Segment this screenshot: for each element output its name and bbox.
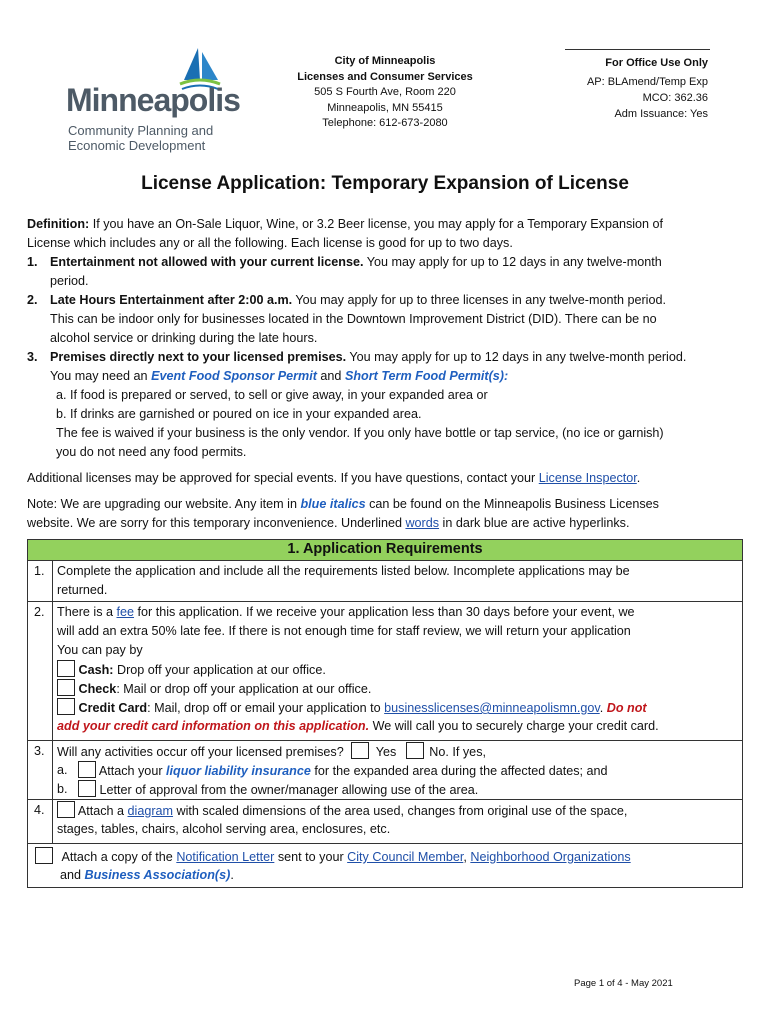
yes-checkbox[interactable] bbox=[351, 742, 369, 759]
row-divider bbox=[28, 601, 742, 602]
item-3-pre: You may need an bbox=[50, 369, 152, 383]
item-2-line-3: alcohol service or drinking during the late hours. bbox=[50, 331, 318, 345]
address-line-2: Minneapolis, MN 55415 bbox=[327, 101, 443, 114]
notification-letter-link[interactable]: Notification Letter bbox=[176, 850, 275, 864]
office-use-title: For Office Use Only bbox=[605, 57, 708, 69]
definition-text: If you have an On-Sale Liquor, Wine, or 3.2 Beer license, you may apply for a Temporary Expansion of bbox=[89, 217, 664, 231]
row-divider bbox=[28, 740, 742, 741]
note-mid: can be found on the Minneapolis Business Licenses bbox=[365, 497, 659, 511]
req-5-pre: Attach a copy of the bbox=[61, 850, 177, 864]
item-3-fee-2: you do not need any food permits. bbox=[56, 445, 247, 459]
office-use-line-3: Adm Issuance: Yes bbox=[614, 108, 708, 120]
fee-link[interactable]: fee bbox=[116, 605, 135, 619]
logo-wordmark: Minneapolis bbox=[66, 82, 240, 118]
no-label: No. If yes, bbox=[429, 745, 486, 759]
item-3-line-2 bbox=[50, 367, 508, 386]
item-2-num: 2. bbox=[27, 293, 38, 307]
definition-line-2: License which includes any or all the following. Each license is good for up to two days. bbox=[27, 236, 513, 250]
check-option bbox=[57, 679, 371, 699]
page-title: License Application: Temporary Expansion of License bbox=[141, 173, 629, 194]
req-3b-line bbox=[78, 780, 478, 800]
event-food-sponsor-permit: Event Food Sponsor Permit bbox=[151, 369, 317, 383]
words-link-sample[interactable]: words bbox=[405, 516, 440, 530]
req-3-question: Will any activities occur off your licensed premises? bbox=[57, 745, 344, 759]
org-division: Licenses and Consumer Services bbox=[297, 70, 473, 83]
req-3-num: 3. bbox=[34, 744, 45, 758]
liquor-liability-insurance: liquor liability insurance bbox=[166, 764, 311, 778]
item-3-heading: Premises directly next to your licensed premises. bbox=[50, 350, 347, 364]
req-2-line-1 bbox=[57, 603, 635, 622]
cc-warning-1: Do not bbox=[606, 701, 647, 715]
check-text: : Mail or drop off your application at our office. bbox=[116, 682, 372, 696]
cash-option bbox=[57, 660, 326, 680]
item-3-sub-b: b. If drinks are garnished or poured on ice in your expanded area. bbox=[56, 407, 422, 421]
req-3b-num: b. bbox=[57, 782, 68, 796]
item-1-text: You may apply for up to 12 days in any twelve-month bbox=[363, 255, 662, 269]
item-3-fee-1: The fee is waived if your business is the only vendor. If you only have bottle or tap service, (no ice or garnish) bbox=[56, 426, 664, 440]
note-line-2 bbox=[27, 514, 629, 533]
row-divider bbox=[28, 799, 742, 800]
req-1-num: 1. bbox=[34, 564, 45, 578]
req-3a-pre: Attach your bbox=[98, 764, 167, 778]
req-4-num: 4. bbox=[34, 803, 45, 817]
req-5-line-2 bbox=[60, 866, 234, 885]
item-1-line-2: period. bbox=[50, 274, 89, 288]
yes-label: Yes bbox=[375, 745, 397, 759]
neighborhood-organizations-link[interactable]: Neighborhood Organizations bbox=[470, 850, 631, 864]
additional-licenses-line bbox=[27, 469, 640, 488]
req-3-line-1 bbox=[57, 742, 486, 762]
item-2-line-1 bbox=[50, 291, 666, 310]
section-1-header: 1. Application Requirements bbox=[28, 540, 742, 561]
logo-subtitle-1: Community Planning and bbox=[68, 123, 214, 138]
page-footer: Page 1 of 4 - May 2021 bbox=[574, 978, 673, 989]
notification-letter-checkbox[interactable] bbox=[35, 847, 53, 864]
credit-card-line-2 bbox=[57, 717, 659, 736]
definition-label: Definition: bbox=[27, 217, 90, 231]
item-2-line-2: This can be indoor only for businesses located in the Downtown Improvement District (DID). There can be no bbox=[50, 312, 657, 326]
item-3-sub-a: a. If food is prepared or served, to sell or give away, in your expanded area or bbox=[56, 388, 488, 402]
req-3a-num: a. bbox=[57, 763, 68, 777]
item-3-and: and bbox=[316, 369, 345, 383]
logo-subtitle-2: Economic Development bbox=[68, 138, 206, 153]
credit-card-option bbox=[57, 698, 647, 718]
req-1-line-2: returned. bbox=[57, 583, 108, 597]
item-1-line-1 bbox=[50, 253, 662, 272]
req-2-line-2: will add an extra 50% late fee. If there is not enough time for staff review, we will return your application bbox=[57, 624, 631, 638]
req-1-line-1: Complete the application and include all the requirements listed below. Incomplete applications may be bbox=[57, 564, 630, 578]
city-logo bbox=[66, 46, 240, 154]
business-licenses-email-link[interactable]: businesslicenses@minneapolismn.gov bbox=[384, 701, 600, 715]
office-use-line-1: AP: BLAmend/Temp Exp bbox=[586, 76, 708, 88]
item-3-line-1 bbox=[50, 348, 686, 367]
address-line-1: 505 S Fourth Ave, Room 220 bbox=[314, 86, 456, 98]
req-3a-line bbox=[78, 761, 608, 781]
req-2-line-3: You can pay by bbox=[57, 643, 143, 657]
item-2-text: You may apply for up to three licenses in any twelve-month period. bbox=[292, 293, 666, 307]
office-address-block bbox=[290, 54, 480, 132]
credit-card-text: : Mail, drop off or email your application to bbox=[147, 701, 385, 715]
req-5-comma: , bbox=[463, 850, 471, 864]
telephone: Telephone: 612-673-2080 bbox=[322, 117, 448, 129]
note-line-1 bbox=[27, 495, 659, 514]
req-2-num: 2. bbox=[34, 605, 45, 619]
blue-italics-sample: blue italics bbox=[300, 497, 366, 511]
cc-warning-2: add your credit card information on this application. bbox=[57, 719, 370, 733]
req-5-and: and bbox=[60, 868, 85, 882]
business-associations: Business Association(s) bbox=[84, 868, 231, 882]
cc-post: . bbox=[599, 701, 607, 715]
req-5-mid: sent to your bbox=[274, 850, 348, 864]
req-4-post: with scaled dimensions of the area used, changes from original use of the space, bbox=[173, 804, 628, 818]
diagram-link[interactable]: diagram bbox=[127, 804, 174, 818]
letter-of-approval-checkbox[interactable] bbox=[78, 780, 96, 797]
req-4-pre: Attach a bbox=[77, 804, 128, 818]
cash-checkbox[interactable] bbox=[57, 660, 75, 677]
org-name: City of Minneapolis bbox=[334, 55, 436, 67]
office-use-line-2: MCO: 362.36 bbox=[642, 92, 708, 104]
license-inspector-link[interactable]: License Inspector bbox=[538, 471, 637, 485]
note2-pre: website. We are sorry for this temporary inconvenience. Underlined bbox=[27, 516, 406, 530]
cc-call: We will call you to securely charge your credit card. bbox=[369, 719, 659, 733]
req-4-line-2: stages, tables, chairs, alcohol serving area, enclosures, etc. bbox=[57, 822, 391, 836]
note2-post: in dark blue are active hyperlinks. bbox=[439, 516, 630, 530]
req-2-pre: There is a bbox=[57, 605, 117, 619]
definition-line-1 bbox=[27, 215, 663, 234]
short-term-food-permit: Short Term Food Permit(s): bbox=[344, 369, 509, 383]
insurance-checkbox[interactable] bbox=[78, 761, 96, 778]
cash-text: Drop off your application at our office. bbox=[113, 663, 326, 677]
req-3a-post: for the expanded area during the affected dates; and bbox=[310, 764, 608, 778]
additional-end: . bbox=[636, 471, 641, 485]
item-1-num: 1. bbox=[27, 255, 38, 269]
check-checkbox[interactable] bbox=[57, 679, 75, 696]
req-2-post: for this application. If we receive your application less than 30 days before your event, we bbox=[134, 605, 635, 619]
diagram-checkbox[interactable] bbox=[57, 801, 75, 818]
no-checkbox[interactable] bbox=[406, 742, 424, 759]
req-4-line-1 bbox=[57, 801, 627, 821]
note-pre: Note: We are upgrading our website. Any item in bbox=[27, 497, 301, 511]
city-council-member-link[interactable]: City Council Member bbox=[347, 850, 464, 864]
req-5-line-1 bbox=[35, 847, 631, 867]
check-label: Check bbox=[78, 682, 117, 696]
credit-card-checkbox[interactable] bbox=[57, 698, 75, 715]
item-3-text: You may apply for up to 12 days in any twelve-month period. bbox=[346, 350, 687, 364]
office-use-rule bbox=[565, 49, 710, 50]
additional-text: Additional licenses may be approved for special events. If you have questions, contact your bbox=[27, 471, 539, 485]
cash-label: Cash: bbox=[78, 663, 114, 677]
item-2-heading: Late Hours Entertainment after 2:00 a.m. bbox=[50, 293, 293, 307]
row-divider bbox=[28, 843, 742, 844]
item-3-num: 3. bbox=[27, 350, 38, 364]
credit-card-label: Credit Card bbox=[78, 701, 148, 715]
column-divider bbox=[52, 561, 53, 843]
item-1-heading: Entertainment not allowed with your current license. bbox=[50, 255, 364, 269]
office-use-block bbox=[540, 55, 708, 122]
req-3b-text: Letter of approval from the owner/manager allowing use of the area. bbox=[99, 783, 479, 797]
req-5-end: . bbox=[230, 868, 234, 882]
